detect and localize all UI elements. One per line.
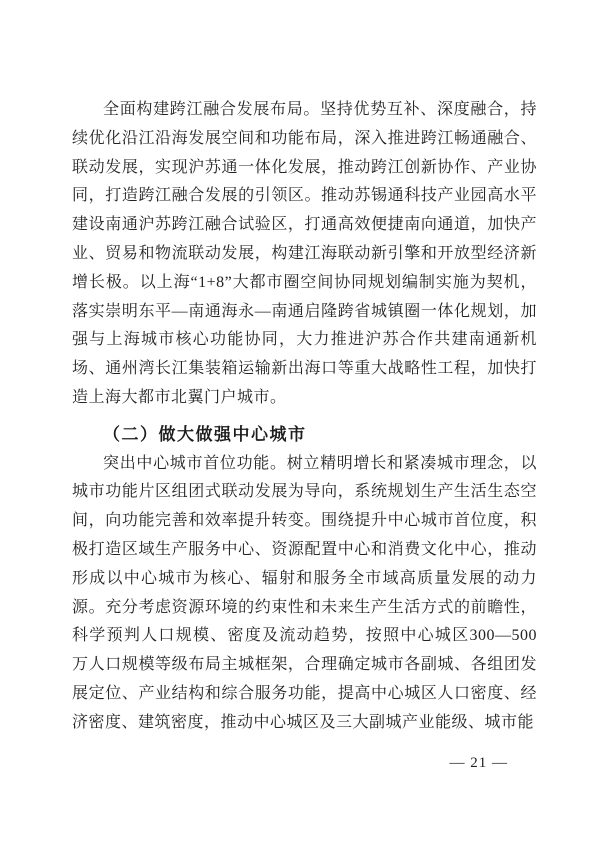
- text-line: 极打造区域生产服务中心、资源配置中心和消费文化中心，推动: [72, 540, 537, 558]
- text-line: 间，向功能完善和效率提升转变。围绕提升中心城市首位度，积: [72, 512, 537, 530]
- section-heading: （二）做大做强中心城市: [103, 424, 307, 444]
- text-line: 源。充分考虑资源环境的约束性和未来生产生活方式的前瞻性，: [72, 598, 537, 616]
- text-line: 同，打造跨江融合发展的引领区。推动苏锡通科技产业园高水平: [72, 187, 537, 205]
- text-line: 落实崇明东平—南通海永—南通启隆跨省城镇圈一体化规划，加: [72, 302, 537, 320]
- text-line: 突出中心城市首位功能。树立精明增长和紧凑城市理念，以: [103, 454, 537, 472]
- text-line: 济密度、建筑密度，推动中心城区及三大副城产业能级、城市能: [72, 713, 535, 731]
- text-line: 展定位、产业结构和综合服务功能，提高中心城区人口密度、经: [72, 684, 537, 702]
- text-line: 增长极。以上海“1+8”大都市圈空间协同规划编制实施为契机，: [72, 273, 537, 291]
- text-line: 场、通州湾长江集装箱运输新出海口等重大战略性工程，加快打: [72, 360, 537, 378]
- document-content: [72, 96, 537, 738]
- text-line: 强与上海城市核心功能协同，大力推进沪苏合作共建南通新机: [72, 331, 537, 349]
- text-line: 万人口规模等级布局主城框架，合理确定城市各副城、各组团发: [72, 656, 537, 674]
- text-line: 科学预判人口规模、密度及流动趋势，按照中心城区300—500: [72, 627, 537, 645]
- text-line: 城市功能片区组团式联动发展为导向，系统规划生产生活生态空: [72, 483, 537, 501]
- text-line: 造上海大都市北翼门户城市。: [72, 388, 287, 406]
- text-line: 联动发展，实现沪苏通一体化发展，推动跨江创新协作、产业协: [72, 158, 537, 176]
- text-line: 业、贸易和物流联动发展，构建江海联动新引擎和开放型经济新: [72, 244, 537, 262]
- text-line: 建设南通沪苏跨江融合试验区，打通高效便捷南向通道，加快产: [72, 216, 537, 234]
- text-line: 续优化沿江沿海发展空间和功能布局，深入推进跨江畅通融合、: [72, 129, 537, 147]
- text-line: 形成以中心城市为核心、辐射和服务全市域高质量发展的动力: [72, 569, 537, 587]
- text-line: 全面构建跨江融合发展布局。坚持优势互补、深度融合，持: [103, 101, 537, 118]
- page-number: — 21 —: [449, 755, 508, 771]
